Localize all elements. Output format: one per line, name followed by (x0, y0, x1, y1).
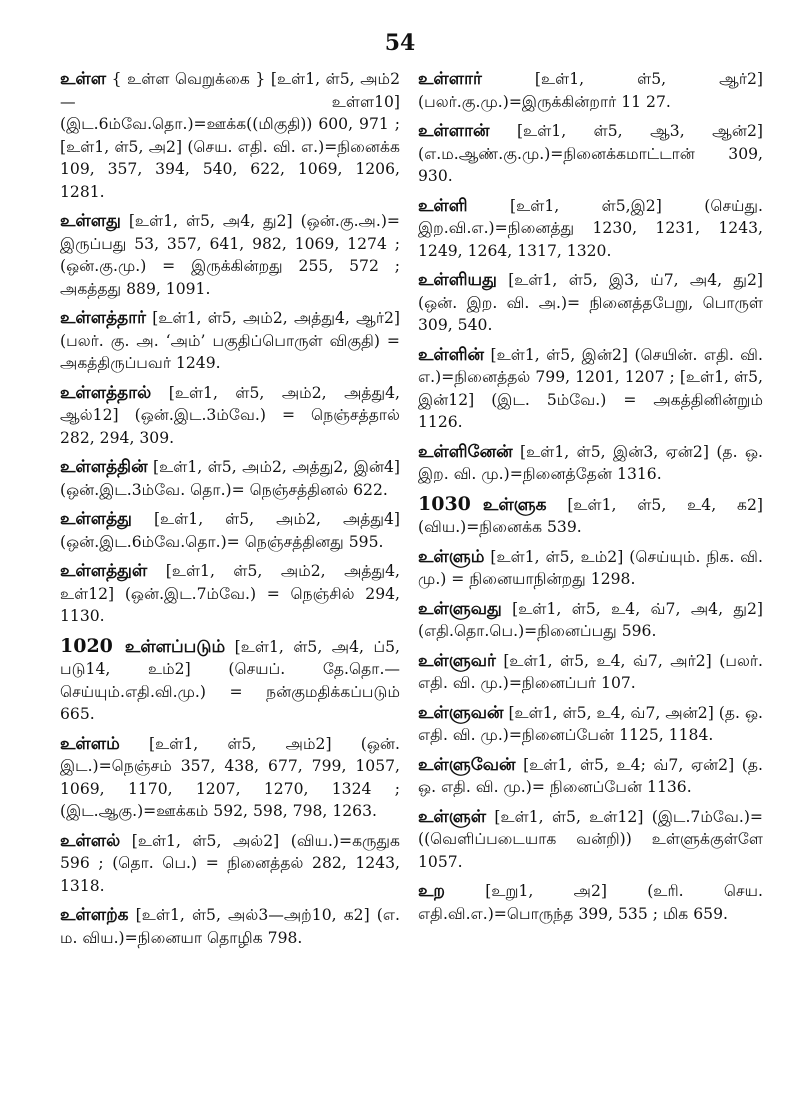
entry-headword: உள்ளின் (418, 344, 485, 365)
entry-text: [உள்1, ள்5, அ4, ப்5, படு14, உம்2] (செயப். தே.தொ.—செய்யும்.எதி.வி.மு.) = நன்குமதிக்கப்படும் 665. (60, 637, 400, 723)
dictionary-entry (418, 195, 763, 263)
dictionary-entry (418, 269, 763, 337)
entry-text: [உள்1, ள்5, அல்2] (விய.)=கருதுக 596 ; (தொ. பெ.) = நினைத்தல் 282, 1243, 1318. (60, 831, 400, 895)
entry-text: [உள்1, ள்5, அ4, து2] (ஒன்.கு.அ.)= இருப்பது 53, 357, 641, 982, 1069, 1274 ; (ஒன்.கு.மு.) = இருக்கின்றது 255, 572 ; அகத்தது 889, 1091. (60, 212, 400, 298)
dictionary-entry (418, 754, 763, 799)
entry-text: [உள்1, ள்5, உ4; வ்7, ஏன்2] (த. ஒ. எதி. வி. மு.)= நினைப்பேன் 1136. (418, 755, 763, 796)
entry-headword: உள்ளி (418, 195, 468, 216)
dictionary-entry (418, 880, 763, 925)
entry-headword: உள்ளுள் (418, 806, 487, 827)
dictionary-entry (418, 493, 763, 539)
dictionary-entry (60, 382, 400, 450)
entry-text: [உள்1, ள்5, அம்2, அத்து4, ஆர்2] (பலர். கு. அ. ‘அம்’ பகுதிப்பொருள் விகுதி) = அகத்திருப்பவர் 1249. (60, 309, 400, 372)
page-number: 54 (384, 30, 416, 56)
entry-headword: உள்ளத்தார் (60, 308, 147, 328)
entry-headword: உள்ளம் (60, 733, 120, 754)
entry-text: [உள்1, ள்5, அம்2] (ஒன். இட.)=நெஞ்சம் 357, 438, 677, 799, 1057, 1069, 1170, 1207, 1270, 1324 ; (இட.ஆகு.)=ஊக்கம் 592, 598, 798, 1263. (60, 734, 400, 820)
entry-text: [உள்1, ள்5, ஆ3, ஆன்2] (எ.ம.ஆண்.கு.மு.)=நினைக்கமாட்டான் 309, 930. (418, 122, 763, 185)
entry-text: [உள்1, ள்5, ஆர்2] (பலர்.கு.மு.)=இருக்கின்றார் 11 27. (418, 70, 763, 111)
dictionary-entry (60, 456, 400, 501)
right-column (418, 68, 763, 932)
entry-headword: உள்ளத்துள் (60, 561, 148, 581)
entry-headword: உள்ளுவது (418, 598, 502, 619)
entry-headword: உள்ளுக (482, 494, 547, 515)
entry-headword: உள்ளத்து (60, 509, 132, 529)
entry-number: 1020 (60, 634, 113, 657)
entry-headword: உள்ளியது (418, 270, 497, 290)
entry-headword: உள்ளது (60, 211, 121, 231)
entry-headword: உள்ளல் (60, 830, 121, 851)
entry-headword: உற (418, 881, 445, 901)
entry-text: [உள்1, ள்5, இன்2] (செயின். எதி. வி. எ.)=நினைத்தல் 799, 1201, 1207 ; [உள்1, ள்5, இன்12] (இட. 5ம்வே.) = அகத்தினின்றும் 1126. (418, 345, 763, 431)
entry-text: [உறு1, அ2] (உரி. செய. எதி.வி.எ.)=பொருந்த 399, 535 ; மிக 659. (418, 882, 763, 923)
entry-text: [உள்1, ள்5, அம்2, அத்து4, ஆல்12] (ஒன்.இட.3ம்வே.) = நெஞ்சத்தால் 282, 294, 309. (60, 383, 400, 447)
entry-headword: உள்ளப்படும் (124, 636, 226, 657)
dictionary-entry (60, 830, 400, 898)
entry-headword: உள்ளான் (418, 121, 490, 141)
dictionary-entry (60, 508, 400, 553)
entry-text: { உள்ள வெறுக்கை } [உள்1, ள்5, அம்2 — உள்ள10] (இட.6ம்வே.தொ.)=ஊக்க((மிகுதி)) 600, 971 ; [உள்1, ள்5, அ2] (செய. எதி. வி. எ.)=நினைக்க 109, 357, 394, 540, 622, 1069, 1206, 1281. (60, 70, 400, 201)
entry-headword: உள்ளுவன் (418, 702, 504, 723)
entry-text: [உள்1, ள்5, அல்3—அற்10, க2] (எ. ம. விய.)=நினையா தொழிக 798. (60, 906, 400, 947)
dictionary-entry (60, 560, 400, 628)
dictionary-entry (418, 546, 763, 591)
dictionary-entry (60, 210, 400, 300)
entry-number: 1030 (418, 492, 471, 515)
left-column (60, 68, 400, 956)
entry-headword: உள்ளத்தால் (60, 382, 152, 403)
entry-text: [உள்1, ள்5, இன்3, ஏன்2] (த. ஒ. இற. வி. மு.)=நினைத்தேன் 1316. (418, 442, 763, 483)
dictionary-entry (60, 733, 400, 823)
entry-text: [உள்1, ள்5, உம்2] (செய்யும். நிக. வி. மு.) = நினையாநின்றது 1298. (418, 547, 763, 588)
dictionary-entry (60, 904, 400, 949)
entry-headword: உள்ளுவேன் (418, 754, 516, 775)
entry-text: [உள்1, ள்5, இ3, ய்7, அ4, து2] (ஒன். இற. வி. அ.)= நினைத்தபேறு, பொருள் 309, 540. (418, 271, 763, 334)
entry-headword: உள்ளத்தின் (60, 457, 148, 477)
dictionary-entry (418, 650, 763, 695)
entry-headword: உள்ளினேன் (418, 441, 513, 462)
entry-headword: உள்ளார் (418, 69, 482, 89)
dictionary-entry (418, 702, 763, 747)
entry-text: [உள்1, ள்5, அம்2, அத்து4] (ஒன்.இட.6ம்வே.தொ.)= நெஞ்சத்தினது 595. (60, 510, 400, 551)
entry-headword: உள்ள (60, 69, 107, 89)
dictionary-entry (418, 598, 763, 643)
entry-headword: உள்ளுவர் (418, 650, 496, 671)
dictionary-entry (418, 441, 763, 486)
dictionary-entry (418, 120, 763, 188)
entry-text: [உள்1, ள்5, உள்12] (இட.7ம்வே.)=((வெளிப்படையாக வன்றி)) உள்ளுக்குள்ளே 1057. (418, 807, 763, 871)
entry-text: [உள்1, ள்5, உ4, வ்7, அ4, து2] (எதி.தொ.பெ.)=நினைப்பது 596. (418, 599, 763, 640)
entry-text: [உள்1, ள்5, அம்2, அத்து2, இன்4] (ஒன்.இட.3ம்வே. தொ.)= நெஞ்சத்தினல் 622. (60, 458, 400, 499)
entry-text: [உள்1, ள்5,இ2] (செய்து. இற.வி.எ.)=நினைத்து 1230, 1231, 1243, 1249, 1264, 1317, 1320. (418, 196, 763, 260)
dictionary-entry (418, 68, 763, 113)
dictionary-entry (418, 344, 763, 434)
entry-text: [உள்1, ள்5, அம்2, அத்து4, உள்12] (ஒன்.இட.7ம்வே.) = நெஞ்சில் 294, 1130. (60, 562, 400, 625)
entry-text: [உள்1, ள்5, உ4, வ்7, அன்2] (த. ஒ. எதி. வி. மு.)=நினைப்பேன் 1125, 1184. (418, 703, 763, 744)
entry-text: [உள்1, ள்5, உ4, வ்7, அர்2] (பலர். எதி. வி. மு.)=நினைப்பர் 107. (418, 651, 763, 692)
dictionary-entry (60, 307, 400, 375)
dictionary-entry (418, 806, 763, 874)
entry-headword: உள்ளற்க (60, 905, 129, 925)
dictionary-entry (60, 635, 400, 726)
entry-headword: உள்ளும் (418, 546, 485, 567)
entry-text: [உள்1, ள்5, உ4, க2] (விய.)=நினைக்க 539. (418, 495, 763, 536)
dictionary-entry (60, 68, 400, 203)
